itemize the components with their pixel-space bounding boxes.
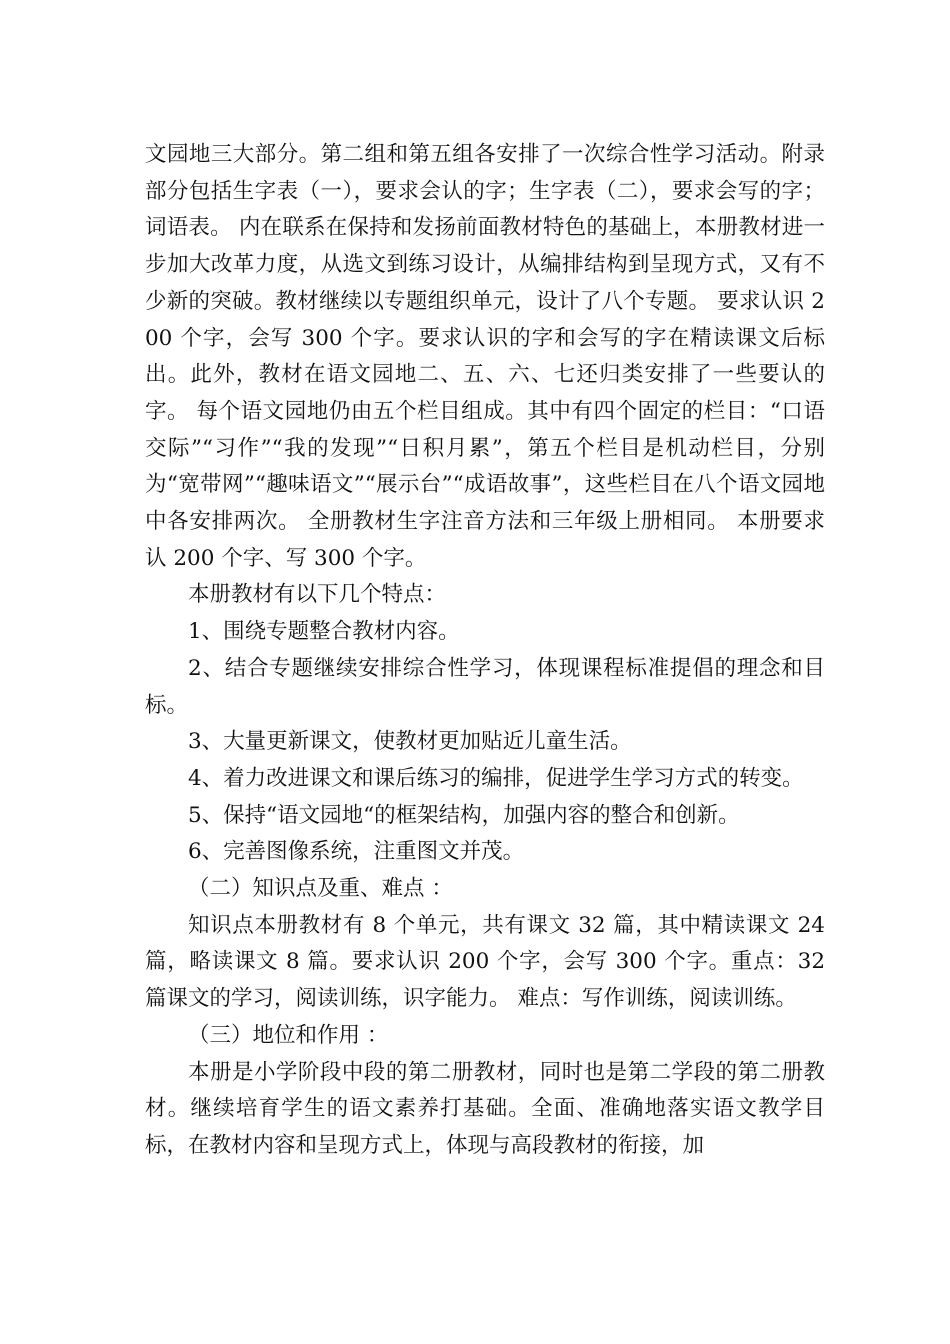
paragraph-feature-6: 6、完善图像系统，注重图文并茂。: [188, 839, 525, 865]
paragraph-features-intro: 本册教材有以下几个特点：: [188, 582, 447, 608]
paragraph-textbook-overview: 文园地三大部分。第二组和第五组各安排了一次综合性学习活动。附录部分包括生字表（一），要求会认的字；生字表（二），要求会写的字；词语表。 内在联系在保持和发扬前面教材特色的基础上，本册教材进一步加大改革力度，从选文到练习设计，从编排结构到呈现方式，又有不少新的突破。教材继续以专题组织单元，设计了八个专题。 要求认识 200 个字，会写 300 个字。要求认识的字和会写的字在精读课文后标出。此外，教材在语文园地二、五、六、七还归类安排了一些要认的字。 每个语文园地仍由五个栏目组成。其中有四个固定的栏目：“口语交际”“习作”“我的发现”“日积月累”，第五个栏目是机动栏目，分别为“宽带网”“趣味语文”“展示台”“成语故事”，这些栏目在八个语文园地中各安排两次。 全册教材生字注音方法和三年级上册相同。 本册要求认 200 个字、写 300 个字。: [145, 142, 825, 571]
paragraph-role: 本册是小学阶段中段的第二册教材，同时也是第二学段的第二册教材。继续培育学生的语文素养打基础。全面、准确地落实语文教学目标，在教材内容和呈现方式上，体现与高段教材的衔接，加: [145, 1059, 825, 1158]
paragraph-feature-5: 5、保持“语文园地“的框架结构，加强内容的整合和创新。: [188, 802, 740, 828]
paragraph-knowledge-points: 知识点本册教材有 8 个单元，共有课文 32 篇，其中精读课文 24 篇，略读课文 8 篇。要求认识 200 个字，会写 300 个字。重点：32 篇课文的学习，阅读训练，识字能力。 难点：写作训练，阅读训练。: [145, 912, 825, 1012]
paragraph-feature-1: 1、围绕专题整合教材内容。: [188, 619, 460, 645]
paragraph-feature-3: 3、大量更新课文，使教材更加贴近儿童生活。: [188, 729, 632, 755]
section-heading-knowledge-points: （二）知识点及重、难点 ：: [188, 876, 453, 902]
document-body: [145, 137, 825, 1165]
paragraph-feature-2: 2、结合专题继续安排综合性学习，体现课程标准提倡的理念和目标。: [145, 655, 825, 718]
section-heading-role: （三）地位和作用 ：: [188, 1022, 389, 1048]
paragraph-feature-4: 4、着力改进课文和课后练习的编排，促进学生学习方式的转变。: [188, 765, 804, 791]
